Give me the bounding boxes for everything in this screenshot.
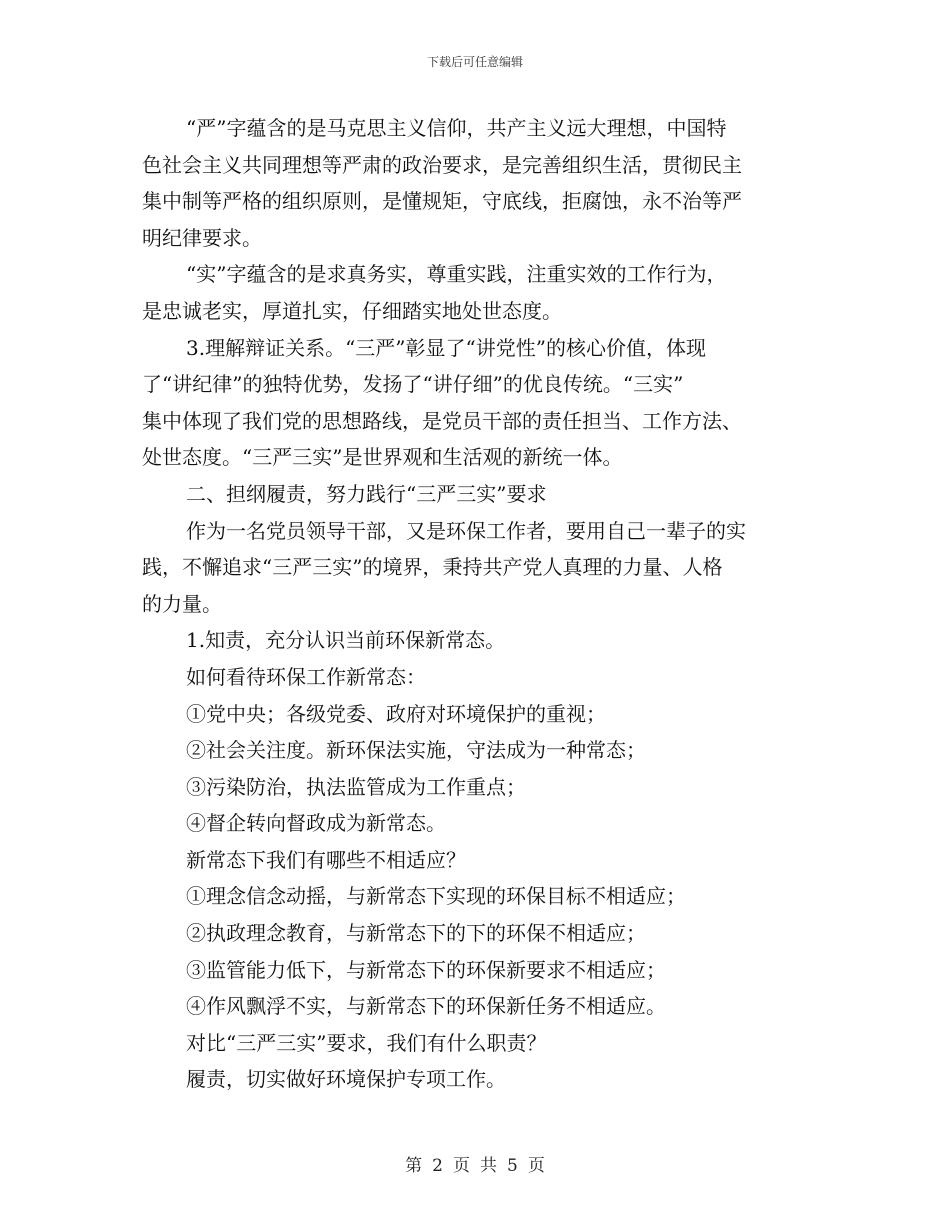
footer-suffix: 页: [527, 1156, 545, 1176]
text-line: 新常态下我们有哪些不相适应？: [186, 847, 466, 872]
text-line: “实”字蕴含的是求真务实，尊重实践，注重实效的工作行为，: [186, 262, 727, 287]
page-header-note: 下载后可任意编辑: [426, 55, 523, 69]
text-line: 对比“三严三实”要求，我们有什么职责？: [186, 1030, 547, 1055]
footer-total-pages: 5: [507, 1156, 518, 1176]
text-line: 1.知责，充分认识当前环保新常态。: [186, 628, 506, 653]
text-line: ①理念信念动摇，与新常态下实现的环保目标不相适应；: [186, 884, 686, 909]
text-line: ③污染防治，执法监管成为工作重点；: [186, 774, 526, 799]
text-line: 明纪律要求。: [142, 225, 262, 250]
text-line: 集中体现了我们党的思想路线，是党员干部的责任担当、工作方法、: [142, 408, 742, 433]
text-line: ①党中央；各级党委、政府对环境保护的重视；: [186, 701, 606, 726]
text-line: 处世态度。“三严三实”是世界观和生活观的新统一体。: [142, 445, 623, 470]
text-line: 是忠诚老实，厚道扎实，仔细踏实地处世态度。: [142, 298, 562, 323]
text-line: 如何看待环保工作新常态：: [186, 664, 426, 689]
footer-current-page: 2: [432, 1156, 443, 1176]
text-line: ④作风飘浮不实，与新常态下的环保新任务不相适应。: [186, 994, 666, 1019]
text-line: 3.理解辩证关系。“三严”彰显了“讲党性”的核心价值，体现: [186, 335, 706, 360]
text-line: 的力量。: [142, 591, 222, 616]
text-line: 二、担纲履责，努力践行“三严三实”要求: [186, 481, 547, 506]
text-line: 履责，切实做好环境保护专项工作。: [186, 1067, 506, 1092]
text-line: ④督企转向督政成为新常态。: [186, 811, 446, 836]
footer-page-word: 页: [453, 1156, 470, 1176]
text-line: “严”字蕴含的是马克思主义信仰，共产主义远大理想，中国特: [186, 116, 727, 140]
text-line: 践，不懈追求“三严三实”的境界，秉持共产党人真理的力量、人格: [142, 555, 723, 580]
text-line: ②社会关注度。新环保法实施，守法成为一种常态；: [186, 738, 646, 763]
text-line: 色社会主义共同理想等严肃的政治要求，是完善组织生活，贯彻民主: [142, 152, 742, 177]
text-line: ②执政理念教育，与新常态下的下的环保不相适应；: [186, 921, 646, 946]
text-line: ③监管能力低下，与新常态下的环保新要求不相适应；: [186, 957, 666, 982]
text-line: 了“讲纪律”的独特优势，发扬了“讲仔细”的优良传统。“三实”: [142, 372, 684, 397]
document-body: [142, 110, 808, 1098]
text-line: 集中制等严格的组织原则，是懂规矩，守底线，拒腐蚀，永不治等严: [142, 189, 742, 214]
text-line: 作为一名党员领导干部，又是环保工作者，要用自己一辈子的实: [186, 518, 746, 543]
footer-prefix: 第: [405, 1156, 423, 1176]
page-footer: [0, 1156, 950, 1176]
footer-total-word: 共: [480, 1156, 497, 1176]
